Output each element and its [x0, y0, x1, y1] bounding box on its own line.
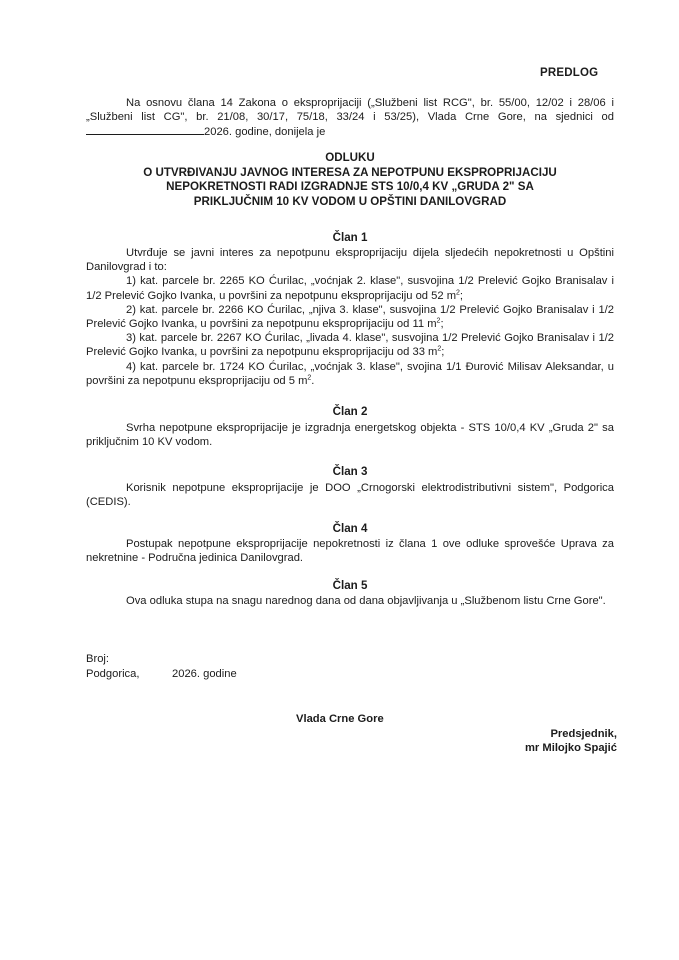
article-1-body [86, 246, 614, 388]
article-4-body: Postupak nepotpune eksproprijacije nepokretnosti iz člana 1 ove odluke sprovešće Uprava za nekretnine - Područna jedinica Danilovgrad. [86, 538, 614, 565]
title-line-2: O UTVRĐIVANJU JAVNOG INTERESA ZA NEPOTPUNU EKSPROPRIJACIJU [143, 165, 557, 179]
president-title: Predsjednik, [550, 728, 617, 740]
article-3-heading: Član 3 [332, 465, 368, 478]
article-4-heading: Član 4 [332, 522, 368, 535]
parcel-item: 1) kat. parcele br. 2265 KO Ćurilac, „voćnjak 2. klase", susvojina 1/2 Prelević Gojko Branisalav i 1/2 Prelević Gojko Ivanka, u površini za nepotpunu eksproprijaciju od 52 $m^2$; [86, 275, 614, 302]
title-line-1: ODLUKU [325, 151, 375, 164]
reference-number-label: Broj: [86, 653, 110, 665]
article-2-body: Svrha nepotpune eksproprijacije je izgradnja energetskog objekta - STS 10/0,4 KV „Gruda 2" sa priključnim 10 KV vodom. [86, 422, 614, 449]
article-1-intro: Utvrđuje se javni interes za nepotpunu eksproprijaciju dijela sljedećih nepokretnosti u Opštini Danilovgrad i to: [86, 247, 614, 274]
year-label: 2026. godine [172, 668, 237, 680]
place-label: Podgorica, [86, 668, 140, 680]
president-signature [525, 727, 617, 755]
parcel-item: 4) kat. parcele br. 1724 KO Ćurilac, „voćnjak 3. klase", svojina 1/1 Đurović Milisav Aleksandar, u površini za nepotpunu eksproprijaciju od 5 $m^2$. [86, 360, 614, 387]
preamble [86, 96, 614, 140]
article-3-body: Korisnik nepotpune eksproprijacije je DOO „Crnogorski elektrodistributivni sistem", Podgorica (CEDIS). [86, 482, 614, 509]
title-line-4: PRIKLJUČNIM 10 KV VODOM U OPŠTINI DANILOVGRAD [193, 194, 507, 208]
article-5-heading: Član 5 [332, 579, 368, 592]
draft-label: PREDLOG [540, 67, 599, 79]
preamble-text-end: 2026. godine, donijela je [204, 126, 326, 139]
title-line-3: NEPOKRETNOSTI RADI IZGRADNJE STS 10/0,4 KV „GRUDA 2" SA [166, 180, 534, 194]
government-signature: Vlada Crne Gore [296, 713, 384, 725]
parcel-item: 3) kat. parcele br. 2267 KO Ćurilac, „livada 4. klase", susvojina 1/2 Prelević Gojko Branisalav i 1/2 Prelević Gojko Ivanka, u površini za nepotpunu eksproprijaciju od 33 $m^2$; [86, 332, 614, 359]
article-1-heading: Član 1 [332, 231, 368, 244]
decision-title [86, 151, 614, 209]
parcel-item: 2) kat. parcele br. 2266 KO Ćurilac, „njiva 3. klase", susvojina 1/2 Prelević Gojko Branisalav i 1/2 Prelević Gojko Ivanka, u površini za nepotpunu eksproprijaciju od 11 $m^2$; [86, 303, 614, 331]
date-blank-line [86, 124, 204, 135]
article-5-body: Ova odluka stupa na snagu narednog dana od dana objavljivanja u „Službenom listu Crne Gore". [126, 595, 606, 607]
article-2-heading: Član 2 [332, 405, 368, 418]
president-name: mr Milojko Spajić [524, 742, 617, 755]
preamble-text: Na osnovu člana 14 Zakona o eksproprijaciji („Službeni list RCG", br. 55/00, 12/02 i 28/06 i „Službeni list CG", br. 21/08, 30/17, 75/18, 33/24 i 53/25), Vlada Crne Gore, na sjednici od [86, 97, 614, 124]
